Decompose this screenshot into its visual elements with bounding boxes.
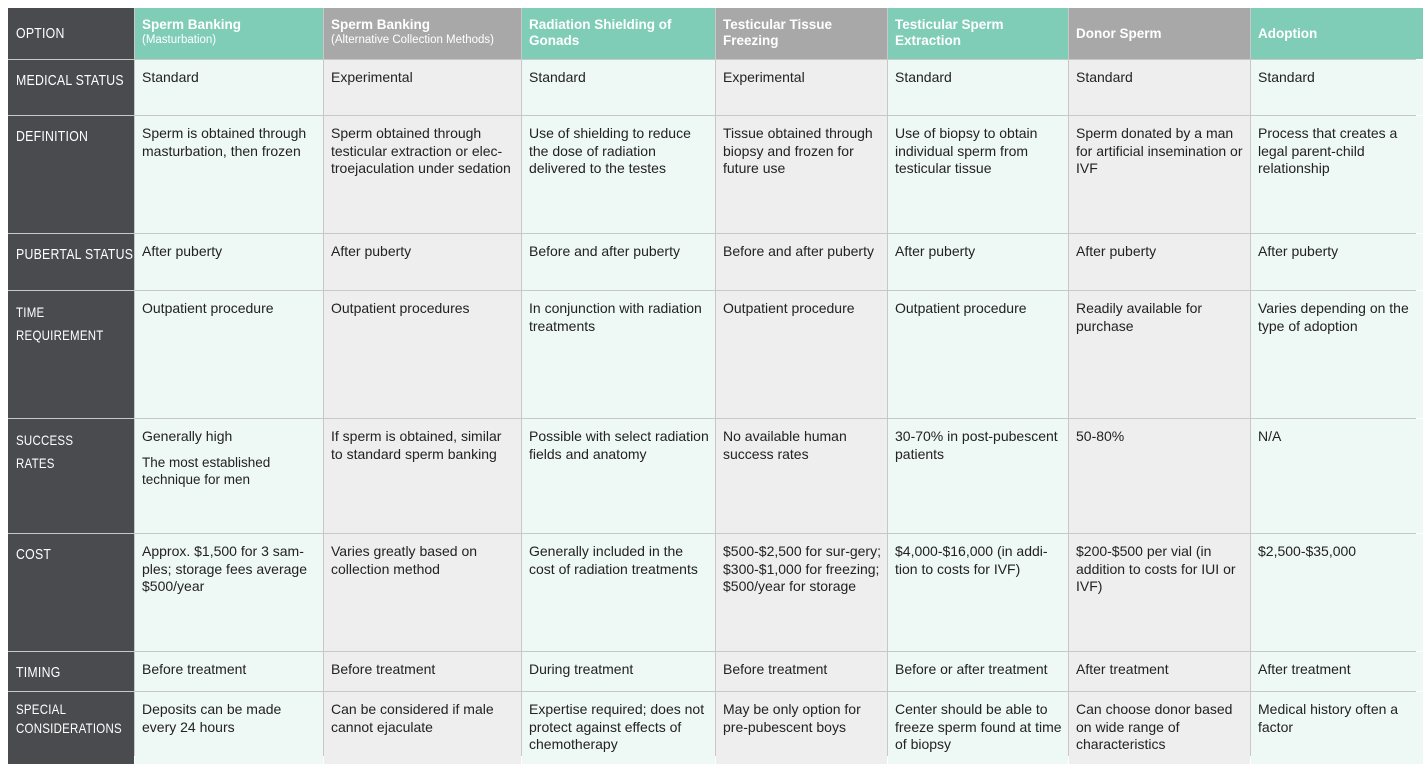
- table-cell: After puberty: [324, 234, 521, 290]
- corner-header: OPTION: [8, 8, 134, 59]
- table-cell: If sperm is obtained, similar to standard sperm banking: [324, 419, 521, 533]
- table-cell: $2,500-$35,000: [1251, 534, 1423, 651]
- row-label-time-requirement: TIME REQUIREMENT: [8, 291, 134, 418]
- column-header-testicular-sperm-extraction: Testicular Sperm Extraction: [888, 8, 1068, 59]
- table-cell: After puberty: [888, 234, 1068, 290]
- table-cell: Outpatient procedure: [135, 291, 323, 418]
- table-cell: Experimental: [324, 60, 521, 115]
- table-cell: Center should be able to freeze sperm found at time of biopsy: [888, 692, 1068, 764]
- table-cell: After puberty: [135, 234, 323, 290]
- row-label-definition: DEFINITION: [8, 116, 134, 233]
- table-cell: Standard: [888, 60, 1068, 115]
- column-header-adoption: Adoption: [1251, 8, 1423, 59]
- row-label-medical-status: MEDICAL STATUS: [8, 60, 134, 115]
- table-cell: Sperm obtained through testicular extraction or elec-troejaculation under sedation: [324, 116, 521, 233]
- table-cell: No available human success rates: [716, 419, 887, 533]
- table-cell: Sperm donated by a man for artificial insemination or IVF: [1069, 116, 1250, 233]
- row-label-special-considerations: SPECIAL CONSIDERATIONS: [8, 692, 134, 764]
- table-cell: Before treatment: [716, 652, 887, 691]
- table-cell: Outpatient procedure: [888, 291, 1068, 418]
- table-cell: Standard: [1251, 60, 1423, 115]
- table-cell: Outpatient procedure: [716, 291, 887, 418]
- table-cell: Can choose donor based on wide range of characteristics: [1069, 692, 1250, 764]
- table-cell: Readily available for purchase: [1069, 291, 1250, 418]
- table-cell: Standard: [135, 60, 323, 115]
- table-cell: Before treatment: [324, 652, 521, 691]
- table-cell: During treatment: [522, 652, 715, 691]
- table-cell: Before and after puberty: [522, 234, 715, 290]
- table-cell: Varies greatly based on collection method: [324, 534, 521, 651]
- column-header-testicular-tissue-freezing: Testicular Tissue Freezing: [716, 8, 887, 59]
- table-cell-note: The most established technique for men: [142, 454, 271, 487]
- row-label-pubertal-status: PUBERTAL STATUS: [8, 234, 134, 290]
- table-cell: Can be considered if male cannot ejaculate: [324, 692, 521, 764]
- table-cell: After puberty: [1069, 234, 1250, 290]
- column-header-donor-sperm: Donor Sperm: [1069, 8, 1250, 59]
- row-label-success-rates: SUCCESS RATES: [8, 419, 134, 533]
- table-cell: Before or after treatment: [888, 652, 1068, 691]
- table-cell: Experimental: [716, 60, 887, 115]
- table-cell: Use of biopsy to obtain individual sperm from testicular tissue: [888, 116, 1068, 233]
- column-header-sperm-banking-masturbation: Sperm Banking (Masturbation): [135, 8, 323, 59]
- table-cell: May be only option for pre-pubescent boys: [716, 692, 887, 764]
- table-cell: Varies depending on the type of adoption: [1251, 291, 1423, 418]
- table-cell: Standard: [522, 60, 715, 115]
- table-cell: Approx. $1,500 for 3 sam-ples; storage fees average $500/year: [135, 534, 323, 651]
- table-cell: After puberty: [1251, 234, 1423, 290]
- table-cell: 50-80%: [1069, 419, 1250, 533]
- row-label-timing: TIMING: [8, 652, 134, 691]
- table-cell: In conjunction with radiation treatments: [522, 291, 715, 418]
- table-cell: $500-$2,500 for sur-gery; $300-$1,000 for freezing; $500/year for storage: [716, 534, 887, 651]
- table-cell: Generally high The most established technique for men: [135, 419, 323, 533]
- table-cell: N/A: [1251, 419, 1423, 533]
- table-cell: $4,000-$16,000 (in addi-tion to costs for IVF): [888, 534, 1068, 651]
- fertility-options-table: [8, 8, 1416, 756]
- table-cell: Outpatient procedures: [324, 291, 521, 418]
- table-cell: Tissue obtained through biopsy and frozen for future use: [716, 116, 887, 233]
- table-cell: Before and after puberty: [716, 234, 887, 290]
- column-header-radiation-shielding: Radiation Shielding of Gonads: [522, 8, 715, 59]
- table-cell: Process that creates a legal parent-child relationship: [1251, 116, 1423, 233]
- table-cell: $200-$500 per vial (in addition to costs for IUI or IVF): [1069, 534, 1250, 651]
- table-cell: Standard: [1069, 60, 1250, 115]
- table-cell: Sperm is obtained through masturbation, then frozen: [135, 116, 323, 233]
- table-cell: After treatment: [1251, 652, 1423, 691]
- table-cell: Deposits can be made every 24 hours: [135, 692, 323, 764]
- row-label-cost: COST: [8, 534, 134, 651]
- table-cell: Before treatment: [135, 652, 323, 691]
- table-cell: 30-70% in post-pubescent patients: [888, 419, 1068, 533]
- table-cell: Generally included in the cost of radiation treatments: [522, 534, 715, 651]
- table-cell: Possible with select radiation fields and anatomy: [522, 419, 715, 533]
- table-cell: After treatment: [1069, 652, 1250, 691]
- table-cell: Use of shielding to reduce the dose of radiation delivered to the testes: [522, 116, 715, 233]
- table-cell: Medical history often a factor: [1251, 692, 1423, 764]
- column-header-sperm-banking-alternative: Sperm Banking (Alternative Collection Methods): [324, 8, 521, 59]
- table-cell: Expertise required; does not protect against effects of chemotherapy: [522, 692, 715, 764]
